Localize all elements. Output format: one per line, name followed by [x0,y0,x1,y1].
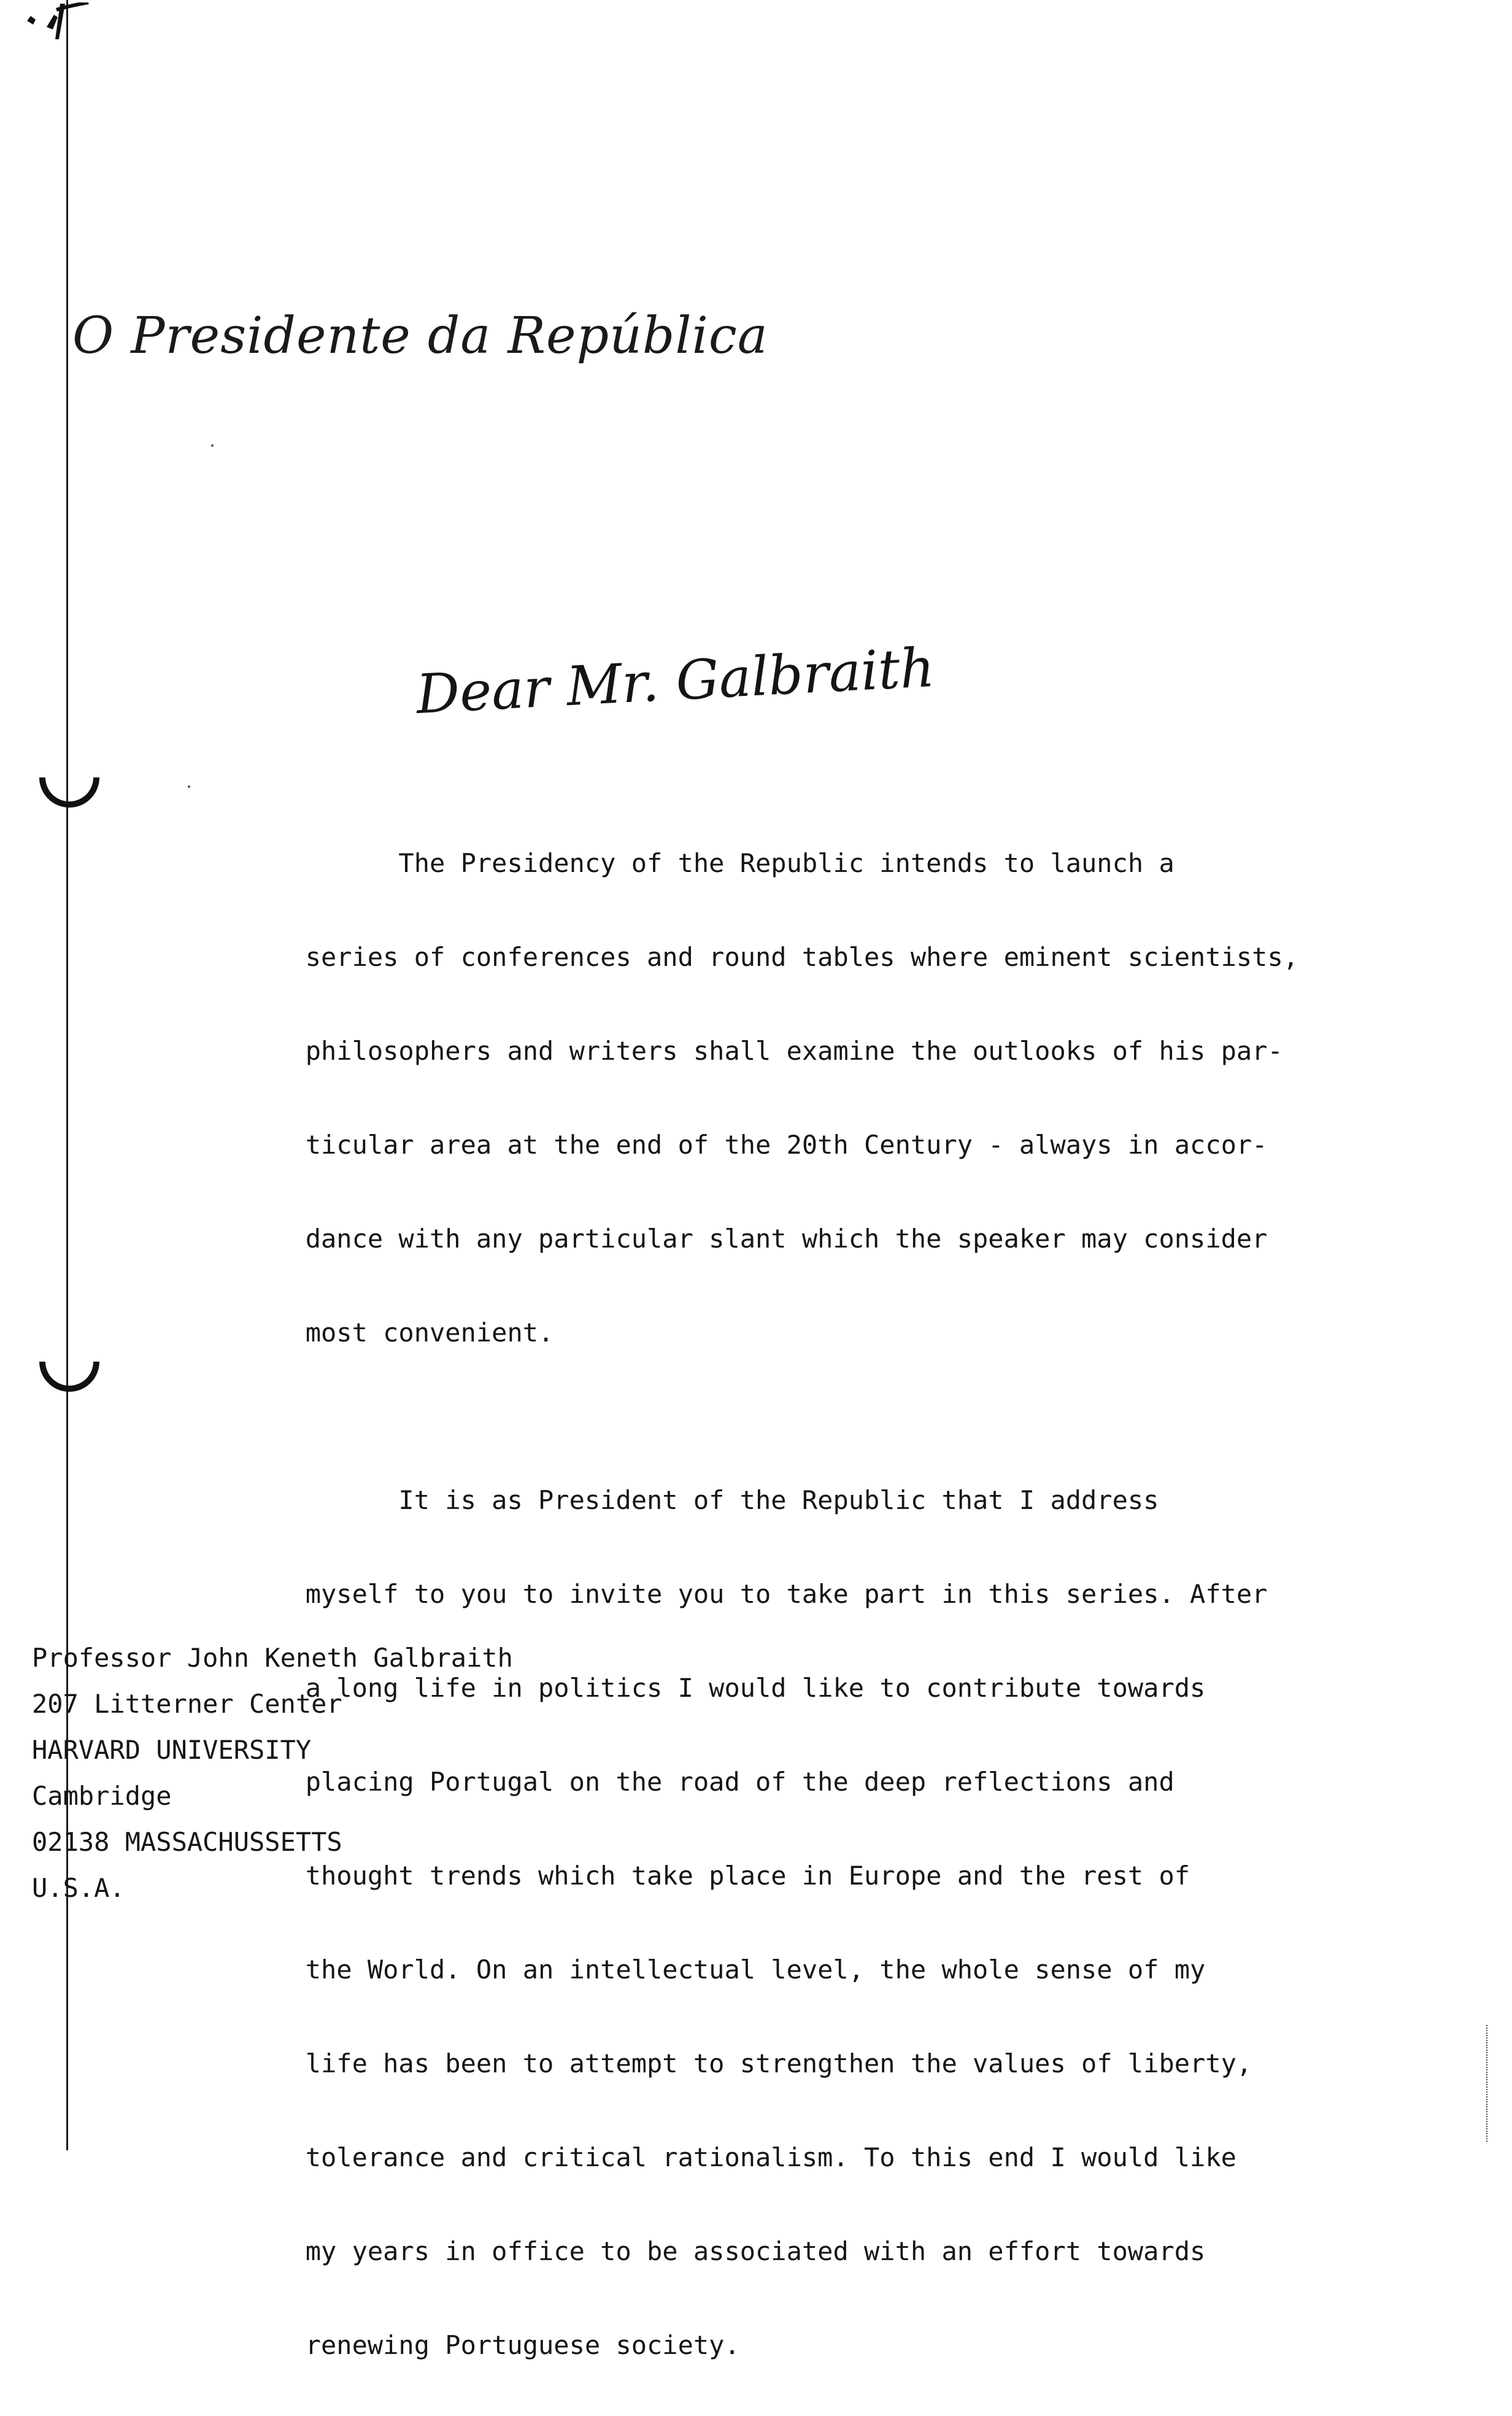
letterhead-title: O Presidente da República [72,307,625,393]
text-line: the World. On an intellectual level, the whole sense of my [306,1955,1206,1985]
paragraph-1 [212,793,1415,1403]
text-line: ticular area at the end of the 20th Century - always in accor- [306,1130,1268,1160]
salutation-handwritten: Dear Mr. Galbraith [415,631,1033,761]
text-line: dance with any particular slant which the speaker may consider [306,1224,1268,1254]
binder-ring-bottom [27,1319,112,1405]
address-line: U.S.A. [32,1865,707,1911]
text-line: life has been to attempt to strengthen the values of liberty, [306,2048,1252,2078]
text-line: placing Portugal on the road of the deep reflections and [306,1767,1174,1797]
recipient-address [32,1635,707,1911]
edge-scan-marks [1486,2025,1500,2142]
text-line: The Presidency of the Republic intends to launch a [306,848,1174,878]
text-line: most convenient. [306,1318,554,1348]
text-line: myself to you to invite you to take part in this series. After [306,1579,1268,1609]
text-line: thought trends which take place in Europe and the rest of [306,1861,1190,1891]
paragraph-2 [212,1430,1415,2416]
binder-ring-top [27,735,112,820]
text-line: a long life in politics I would like to contribute towards [306,1673,1206,1703]
scan-speck [211,444,214,447]
letter-body [212,793,1415,2416]
address-line: HARVARD UNIVERSITY [32,1727,707,1773]
text-line: It is as President of the Republic that I address [306,1485,1159,1515]
address-line: Professor John Keneth Galbraith [32,1635,707,1681]
address-line: Cambridge [32,1773,707,1819]
text-line: my years in office to be associated with an effort towards [306,2236,1206,2266]
text-line: renewing Portuguese society. [306,2330,740,2360]
address-line: 207 Litterner Center [32,1681,707,1727]
text-line: philosophers and writers shall examine the outlooks of his par- [306,1036,1283,1066]
address-line: 02138 MASSACHUSSETTS [32,1819,707,1865]
text-line: tolerance and critical rationalism. To this end I would like [306,2142,1236,2172]
corner-ink-mark [22,2,90,52]
text-line: series of conferences and round tables where eminent scientists, [306,942,1298,972]
scan-speck [188,785,190,788]
